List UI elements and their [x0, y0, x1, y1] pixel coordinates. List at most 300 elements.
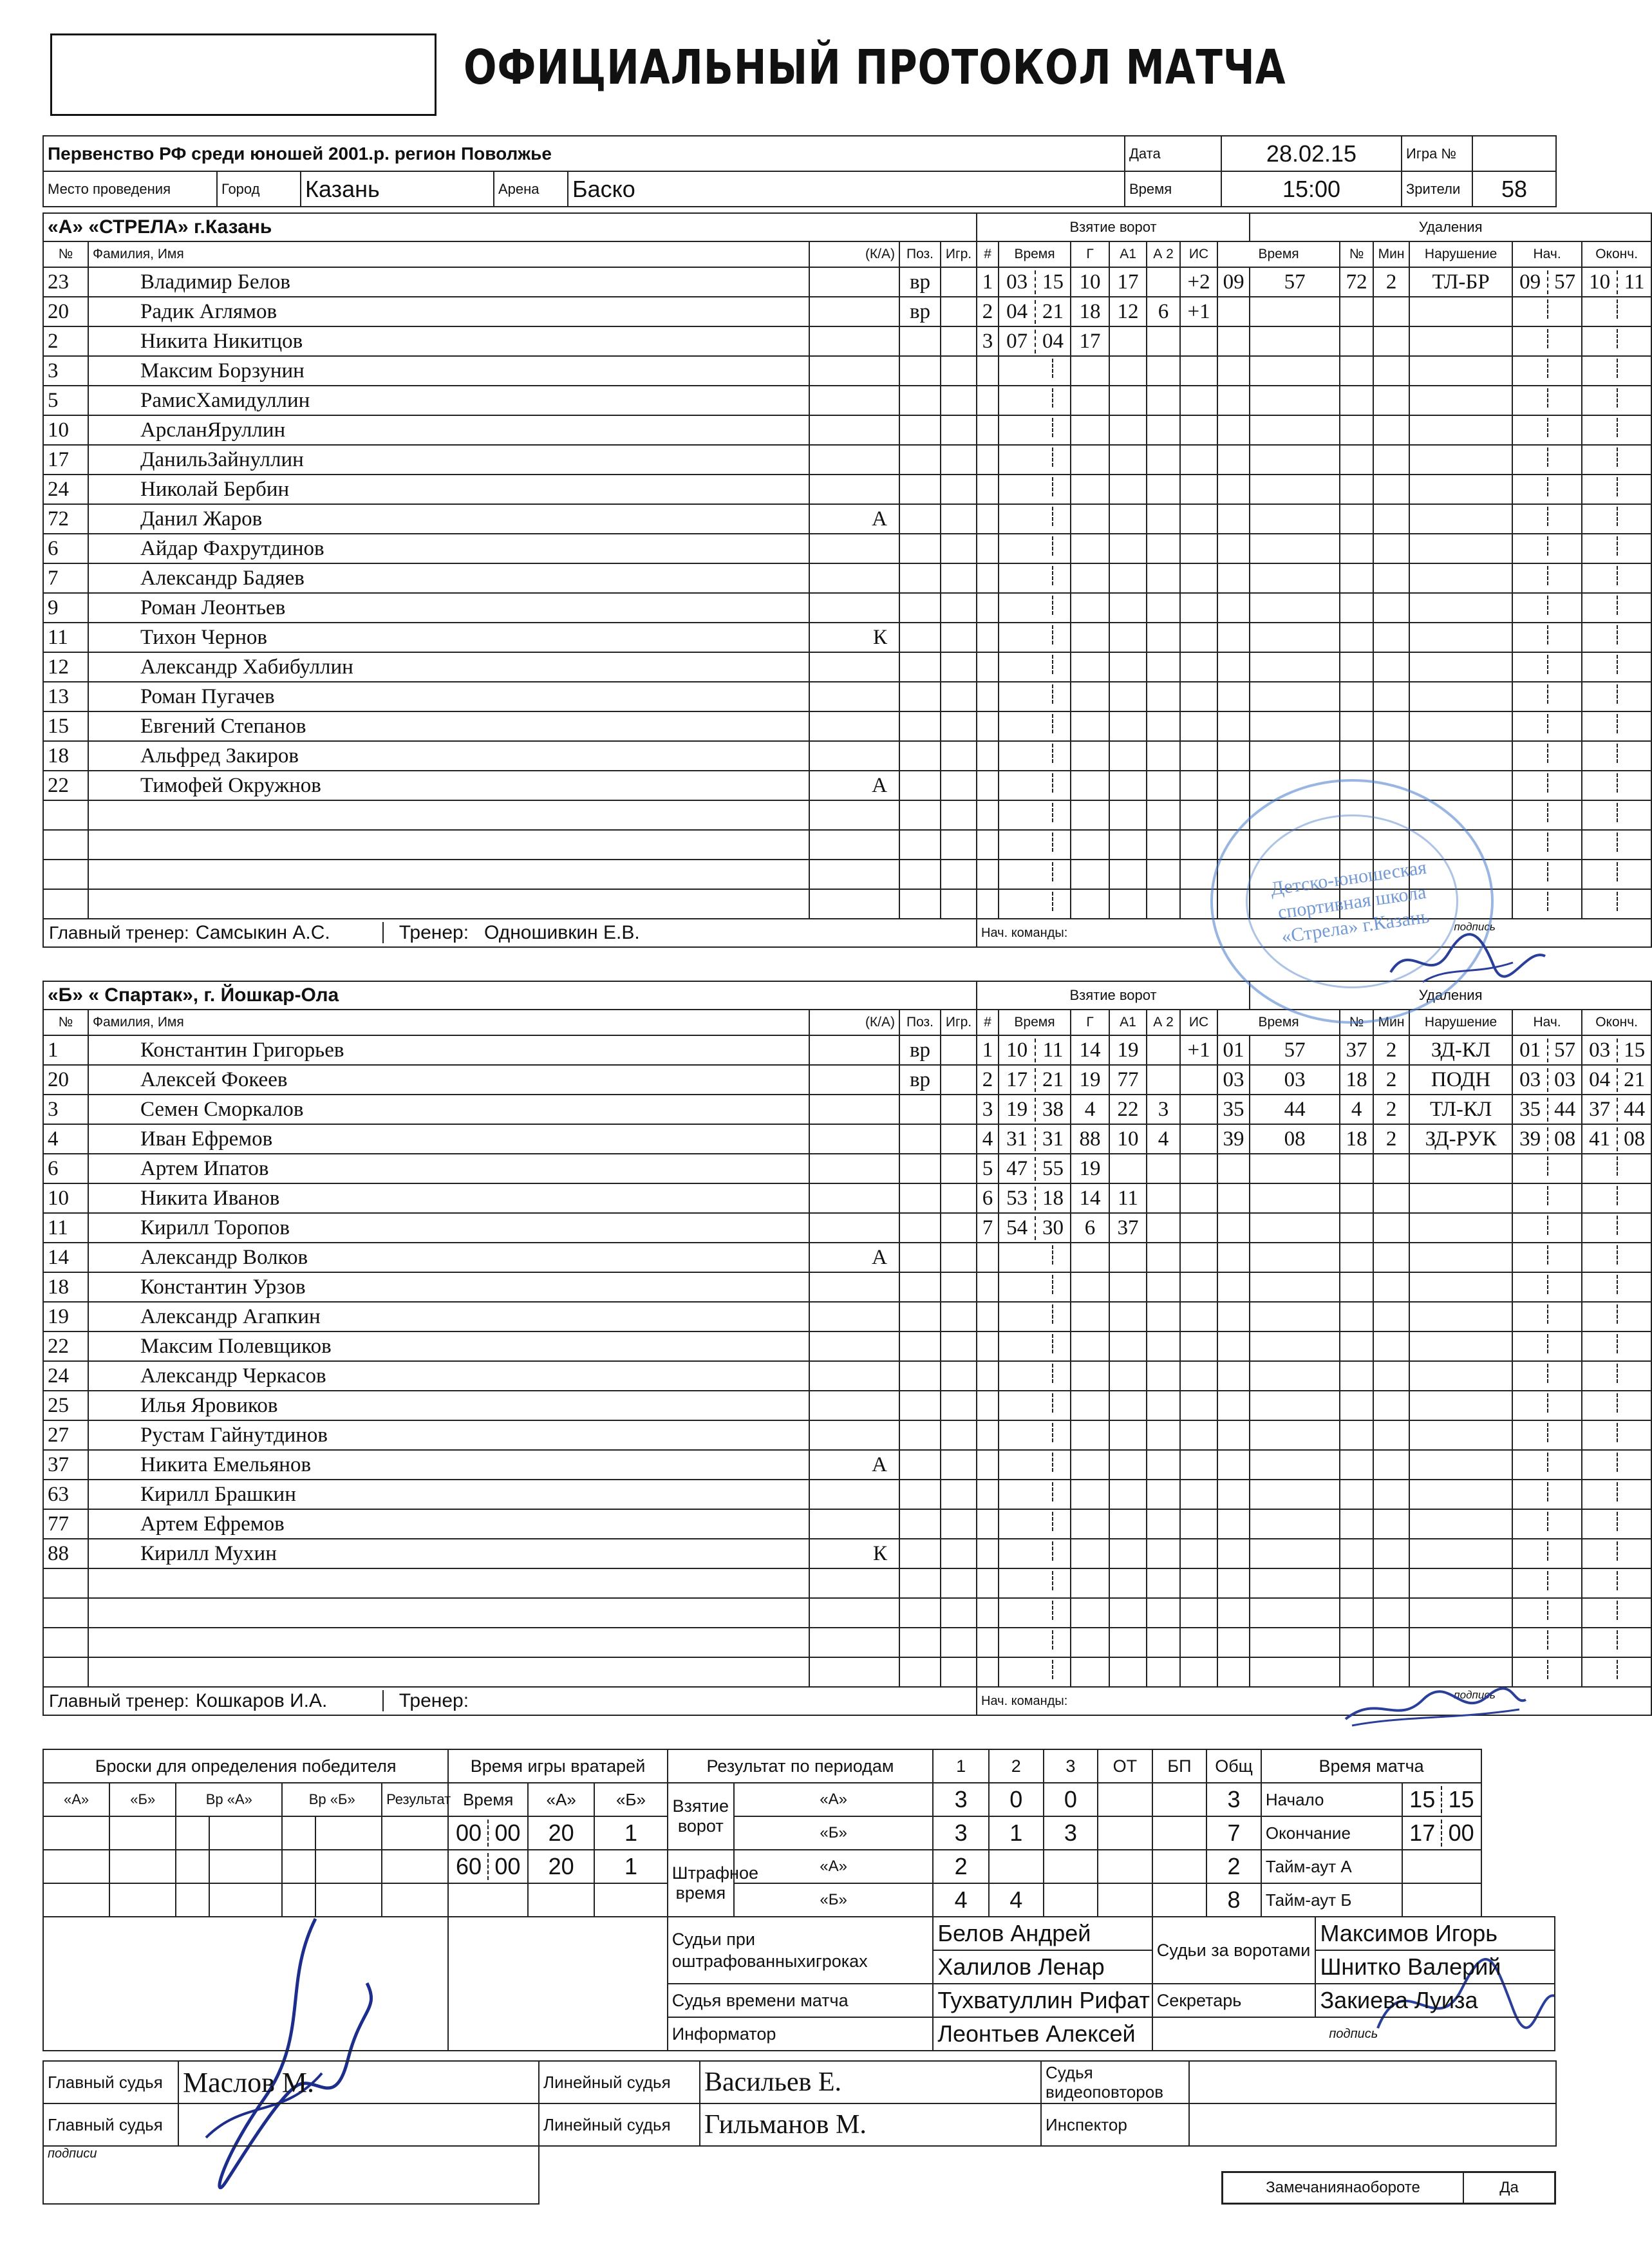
penalty-minutes: [1373, 1420, 1409, 1450]
player-played: [941, 267, 977, 297]
goal-time: [999, 1035, 1071, 1065]
penalty-end: [1582, 1480, 1651, 1509]
player-played: [941, 771, 977, 800]
table-row: [43, 1183, 1651, 1213]
col-header-p_no: №: [1340, 1010, 1373, 1035]
player-number: 22: [43, 771, 88, 800]
player-position: [899, 1361, 941, 1391]
timeout-b-label: Тайм-аут Б: [1261, 1883, 1402, 1917]
penalty-infraction: ТЛ-КЛ: [1409, 1095, 1512, 1124]
shootout-col-result: Результат: [382, 1783, 448, 1816]
goal-a2: [1147, 593, 1180, 623]
player-played: [941, 1095, 977, 1124]
goal-a1: [1109, 652, 1147, 682]
goal-number: 5: [977, 1154, 999, 1183]
player-role: [809, 1480, 899, 1509]
goals-b-period: 1: [989, 1816, 1044, 1850]
player-position: [899, 415, 941, 445]
player-role: [809, 1391, 899, 1420]
col-header-is: ИС: [1180, 1010, 1217, 1035]
penalty-time-minute: [1513, 1216, 1548, 1235]
goal-g: [1071, 1568, 1109, 1598]
table-row: [43, 326, 1651, 356]
penalty-minutes: 2: [1373, 1035, 1409, 1065]
goal-a2: [1147, 1480, 1180, 1509]
penalty-player: [1340, 534, 1373, 563]
shootout-cell: [43, 1883, 109, 1917]
goal-a2: [1147, 445, 1180, 475]
player-played: [941, 1272, 977, 1302]
player-role: [809, 593, 899, 623]
player-number: 20: [43, 1065, 88, 1095]
penalty-minutes: [1373, 1243, 1409, 1272]
goal-a2: [1147, 1657, 1180, 1687]
penalty-time-second: 08: [1554, 1127, 1576, 1151]
penalty-second: [1250, 1272, 1340, 1302]
penalty-minute: [1217, 504, 1250, 534]
goal-number: 6: [977, 1183, 999, 1213]
penalty-time-minute: [1582, 684, 1618, 704]
goal-a1: [1109, 889, 1147, 919]
goal-is: [1180, 711, 1217, 741]
penalty-second: [1250, 1183, 1340, 1213]
penalty-minute: [1217, 1598, 1250, 1628]
player-role: [809, 1568, 899, 1598]
penalty-minute: [1217, 1391, 1250, 1420]
team-b-marker: «Б»: [734, 1816, 933, 1850]
penalty-time-minute: 10: [1582, 270, 1618, 294]
shootout-col-gb: Вр «Б»: [282, 1783, 382, 1816]
venue-row: [42, 171, 1557, 207]
penalty-minute: 09: [1217, 267, 1250, 297]
player-played: [941, 1420, 977, 1450]
penalty-end: [1582, 1657, 1651, 1687]
goal-number: [977, 563, 999, 593]
player-position: [899, 534, 941, 563]
player-name: Евгений Степанов: [88, 711, 809, 741]
goal-time: [999, 1480, 1071, 1509]
player-number: 6: [43, 1154, 88, 1183]
penalty-time-minute: [1582, 596, 1618, 615]
penalty-minute: 35: [1217, 1095, 1250, 1124]
penalty-player: 18: [1340, 1065, 1373, 1095]
penalty-time-minute: [1513, 507, 1548, 526]
player-played: [941, 711, 977, 741]
player-role: К: [809, 1539, 899, 1568]
player-position: [899, 889, 941, 919]
player-played: [941, 860, 977, 889]
player-number: 18: [43, 1272, 88, 1302]
time-divider: [1017, 655, 1053, 674]
penalty-end: [1582, 1213, 1651, 1243]
period-col-header: ОТ: [1098, 1749, 1152, 1783]
col-header-ka: (К/А): [809, 241, 899, 267]
goal-time: [999, 1539, 1071, 1568]
officials-signature-cell: подпись: [1152, 2017, 1555, 2051]
goalie-empty-cell: [448, 1883, 528, 1917]
goalie-col-header: «А»: [528, 1783, 594, 1816]
penalty-player: [1340, 623, 1373, 652]
signature-label: подпись: [1454, 920, 1496, 933]
goal-a2: [1147, 1568, 1180, 1598]
referee-label: Главный судья: [43, 2061, 178, 2103]
goal-number: [977, 386, 999, 415]
goal-number: 4: [977, 1124, 999, 1154]
col-header-p_inf: Нарушение: [1409, 241, 1512, 267]
player-number: 23: [43, 267, 88, 297]
penalty-minute: [1217, 445, 1250, 475]
player-position: [899, 1183, 941, 1213]
goal-is: [1180, 1272, 1217, 1302]
penalty-time-minute: 39: [1513, 1127, 1548, 1151]
table-row: [43, 652, 1651, 682]
goal-a2: [1147, 1243, 1180, 1272]
penalty-time-minute: [1582, 507, 1618, 526]
goal-is: [1180, 1420, 1217, 1450]
penalty-start: [1512, 1361, 1582, 1391]
shootout-cell: [209, 1883, 282, 1917]
time-divider: [1017, 1275, 1053, 1294]
player-name: Артем Ефремов: [88, 1509, 809, 1539]
goal-a2: [1147, 504, 1180, 534]
penalty-infraction: [1409, 1213, 1512, 1243]
player-role: [809, 860, 899, 889]
penalty-player: [1340, 741, 1373, 771]
goal-time: [999, 1331, 1071, 1361]
time-divider: [1017, 359, 1053, 378]
penalty-minutes: 2: [1373, 1065, 1409, 1095]
goals-a-period: 3: [1206, 1783, 1261, 1816]
penalty-time-minute: [1582, 773, 1618, 793]
goal-time: [999, 830, 1071, 860]
goal-is: [1180, 1450, 1217, 1480]
penalty-second: [1250, 1302, 1340, 1331]
player-position: [899, 1657, 941, 1687]
player-role: [809, 711, 899, 741]
goalie-empty-cell: [448, 1917, 667, 2051]
player-name: [88, 1568, 809, 1598]
penalty-start: [1512, 1391, 1582, 1420]
goal-number: [977, 1243, 999, 1272]
penalty-time-second: 08: [1624, 1127, 1646, 1151]
penalty-start: [1512, 1183, 1582, 1213]
table-row: [43, 1302, 1651, 1331]
goal-number: [977, 682, 999, 711]
penalty-infraction: [1409, 563, 1512, 593]
table-row: [43, 682, 1651, 711]
penalty-minutes: [1373, 1183, 1409, 1213]
start-hour: 15: [1403, 1786, 1442, 1813]
penalty-time-minute: [1513, 299, 1548, 319]
goal-minute: 54: [999, 1216, 1036, 1240]
penalty-end: [1582, 1361, 1651, 1391]
penalty-second: [1250, 297, 1340, 326]
player-position: [899, 563, 941, 593]
time-divider: [1017, 744, 1053, 763]
player-number: 17: [43, 445, 88, 475]
table-row: [43, 1450, 1651, 1480]
match-header: [42, 135, 1557, 172]
penalty-start: [1512, 1302, 1582, 1331]
player-name: Артем Ипатов: [88, 1154, 809, 1183]
player-name: Кирилл Брашкин: [88, 1480, 809, 1509]
penalty-start: [1512, 297, 1582, 326]
penalty-minute: [1217, 326, 1250, 356]
player-played: [941, 1154, 977, 1183]
col-header-p_time: Время: [1217, 1010, 1340, 1035]
coaches-cell: [43, 919, 977, 947]
penalty-end: [1582, 534, 1651, 563]
coach-name: Одношивкин Е.В.: [484, 922, 640, 943]
goal-g: [1071, 504, 1109, 534]
goal-is: [1180, 1539, 1217, 1568]
goal-a1: [1109, 1243, 1147, 1272]
penalty-player: [1340, 1213, 1373, 1243]
penalties-title: Удаления: [1250, 213, 1651, 241]
goal-number: 3: [977, 1095, 999, 1124]
goal-g: [1071, 563, 1109, 593]
col-header-is: ИС: [1180, 241, 1217, 267]
period-col-header: 3: [1044, 1749, 1098, 1783]
goal-is: [1180, 1095, 1217, 1124]
goal-time: [999, 504, 1071, 534]
penalty-player: [1340, 297, 1373, 326]
goal-g: 14: [1071, 1035, 1109, 1065]
shootout-cell: [382, 1883, 448, 1917]
player-number: 12: [43, 652, 88, 682]
goal-g: [1071, 1539, 1109, 1568]
player-number: 13: [43, 682, 88, 711]
goal-minute: 04: [999, 300, 1036, 324]
penalty-time-minute: [1513, 566, 1548, 585]
penalty-second: 57: [1250, 267, 1340, 297]
penalty-player: [1340, 1272, 1373, 1302]
penalty-minutes: [1373, 1331, 1409, 1361]
penalty-infraction: [1409, 415, 1512, 445]
goal-number: [977, 771, 999, 800]
goal-time: [999, 267, 1071, 297]
penalty-minute: [1217, 1183, 1250, 1213]
time-divider: [1017, 714, 1053, 733]
secretary-label: Секретарь: [1152, 1984, 1316, 2017]
goal-time: [999, 1391, 1071, 1420]
penalty-second: [1250, 356, 1340, 386]
penalty-minutes: 2: [1373, 267, 1409, 297]
player-number: 24: [43, 1361, 88, 1391]
goal-number: [977, 1302, 999, 1331]
player-role: [809, 1183, 899, 1213]
goal-g: 4: [1071, 1095, 1109, 1124]
player-played: [941, 1568, 977, 1598]
penalty-end: [1582, 800, 1651, 830]
player-played: [941, 534, 977, 563]
penalty-start: [1512, 682, 1582, 711]
penalty-minutes: [1373, 475, 1409, 504]
penalty-end: [1582, 267, 1651, 297]
penalty-start: [1512, 1065, 1582, 1095]
goal-g: [1071, 415, 1109, 445]
penalty-end: [1582, 741, 1651, 771]
col-header-p_end: Оконч.: [1582, 1010, 1651, 1035]
player-number: 72: [43, 504, 88, 534]
penalty-end: [1582, 1420, 1651, 1450]
table-row: [43, 297, 1651, 326]
goal-number: [977, 1272, 999, 1302]
goal-g: 10: [1071, 267, 1109, 297]
shootout-cell: [176, 1850, 209, 1883]
player-role: [809, 682, 899, 711]
timeout-b-value: [1402, 1883, 1482, 1917]
player-number: 1: [43, 1035, 88, 1065]
player-role: [809, 475, 899, 504]
penalty-end: [1582, 356, 1651, 386]
blank-box: [50, 33, 436, 116]
goal-a2: [1147, 563, 1180, 593]
shootout-cell: [315, 1883, 382, 1917]
shootout-cell: [176, 1883, 209, 1917]
team_b-roster-table: [42, 981, 1652, 1716]
goal-number: [977, 1568, 999, 1598]
pim-a-period: 2: [1206, 1850, 1261, 1883]
goal-a1: [1109, 1420, 1147, 1450]
summary-section: [42, 1749, 1555, 2051]
penalty-minutes: [1373, 623, 1409, 652]
penalty-minute: [1217, 652, 1250, 682]
player-position: вр: [899, 267, 941, 297]
time-divider: [1017, 1393, 1053, 1413]
player-name: Александр Хабибуллин: [88, 652, 809, 682]
goal-second: 04: [1042, 329, 1064, 353]
goal-minute: 07: [999, 330, 1036, 353]
penalty-start: [1512, 1095, 1582, 1124]
penalty-end: [1582, 830, 1651, 860]
player-played: [941, 1065, 977, 1095]
penalty-time-minute: [1513, 625, 1548, 644]
goal-is: +2: [1180, 267, 1217, 297]
arena-value: Баско: [568, 171, 1125, 207]
goal-is: [1180, 445, 1217, 475]
penalty-end: [1582, 386, 1651, 415]
goal-g: [1071, 889, 1109, 919]
penalty-time-minute: [1582, 833, 1618, 852]
goal-is: [1180, 1598, 1217, 1628]
player-played: [941, 1213, 977, 1243]
player-name: Максим Полевщиков: [88, 1331, 809, 1361]
penalty-time-minute: [1513, 359, 1548, 378]
penalty-minute: [1217, 1361, 1250, 1391]
player-number: 10: [43, 415, 88, 445]
stamp-text: Детско-юношеская спортивная школа «Стрела» г.Казань: [1269, 856, 1431, 948]
goalie-a: 20: [528, 1850, 594, 1883]
player-role: А: [809, 771, 899, 800]
penalty-time-minute: [1582, 1423, 1618, 1442]
goal-number: [977, 1657, 999, 1687]
penalty-second: [1250, 652, 1340, 682]
penalty-start: [1512, 800, 1582, 830]
player-position: [899, 386, 941, 415]
player-role: [809, 1302, 899, 1331]
player-name: [88, 1598, 809, 1628]
date-value: 28.02.15: [1221, 136, 1402, 171]
officials-section: [42, 2060, 1557, 2205]
table-row: [43, 1568, 1651, 1598]
penalty-second: [1250, 415, 1340, 445]
penalty-end: [1582, 475, 1651, 504]
goal-time: [999, 1628, 1071, 1657]
penalty-end: [1582, 326, 1651, 356]
start-time: [1402, 1783, 1482, 1816]
penalty-start: [1512, 1331, 1582, 1361]
goal-number: [977, 800, 999, 830]
time-divider: [1017, 1364, 1053, 1383]
goal-time: [999, 1568, 1071, 1598]
goal-a2: [1147, 386, 1180, 415]
penalty-time-minute: [1582, 388, 1618, 408]
penalty-minutes: [1373, 563, 1409, 593]
penalty-minute: [1217, 356, 1250, 386]
goal-number: [977, 1331, 999, 1361]
referees-table: [42, 2060, 1557, 2205]
penalty-infraction: [1409, 1331, 1512, 1361]
penalty-time-minute: [1513, 1364, 1548, 1383]
goal-a1: [1109, 1391, 1147, 1420]
player-played: [941, 1509, 977, 1539]
player-position: [899, 1302, 941, 1331]
penalty-minute: [1217, 1154, 1250, 1183]
penalty-minute: [1217, 1450, 1250, 1480]
penalty-second: [1250, 1361, 1340, 1391]
goal-g: [1071, 741, 1109, 771]
pim-a-period: [1098, 1850, 1152, 1883]
penalty-infraction: [1409, 1183, 1512, 1213]
player-number: 25: [43, 1391, 88, 1420]
penalty-infraction: [1409, 356, 1512, 386]
end-time: [1402, 1816, 1482, 1850]
penalty-time-minute: [1582, 714, 1618, 733]
player-played: [941, 1450, 977, 1480]
table-row: [43, 1213, 1651, 1243]
penalty-time-minute: [1513, 1512, 1548, 1531]
shootout-cell: [209, 1850, 282, 1883]
goal-judge-2: Шнитко Валерий: [1315, 1950, 1555, 1984]
player-name: Айдар Фахрутдинов: [88, 534, 809, 563]
penalty-time-minute: [1582, 477, 1618, 496]
goal-number: [977, 741, 999, 771]
goal-is: [1180, 1065, 1217, 1095]
penalty-second: [1250, 741, 1340, 771]
goal-a1: [1109, 860, 1147, 889]
goal-second: 11: [1042, 1038, 1064, 1062]
goal-number: [977, 1361, 999, 1391]
goal-a1: [1109, 326, 1147, 356]
player-name: [88, 1657, 809, 1687]
table-row: [43, 593, 1651, 623]
penalty-minutes: [1373, 1154, 1409, 1183]
penalty-time-minute: [1513, 744, 1548, 763]
penalty-second: [1250, 1598, 1340, 1628]
goal-is: [1180, 475, 1217, 504]
penalty-end: [1582, 297, 1651, 326]
penalty-time-minute: [1513, 1453, 1548, 1472]
penalty-second: [1250, 1657, 1340, 1687]
goal-time: [999, 1598, 1071, 1628]
goal-minute: 31: [999, 1127, 1036, 1151]
penalty-minutes: [1373, 711, 1409, 741]
penalty-end: [1582, 504, 1651, 534]
penalty-player: [1340, 504, 1373, 534]
time-divider: [1017, 1423, 1053, 1442]
penalty-time-minute: [1582, 862, 1618, 881]
